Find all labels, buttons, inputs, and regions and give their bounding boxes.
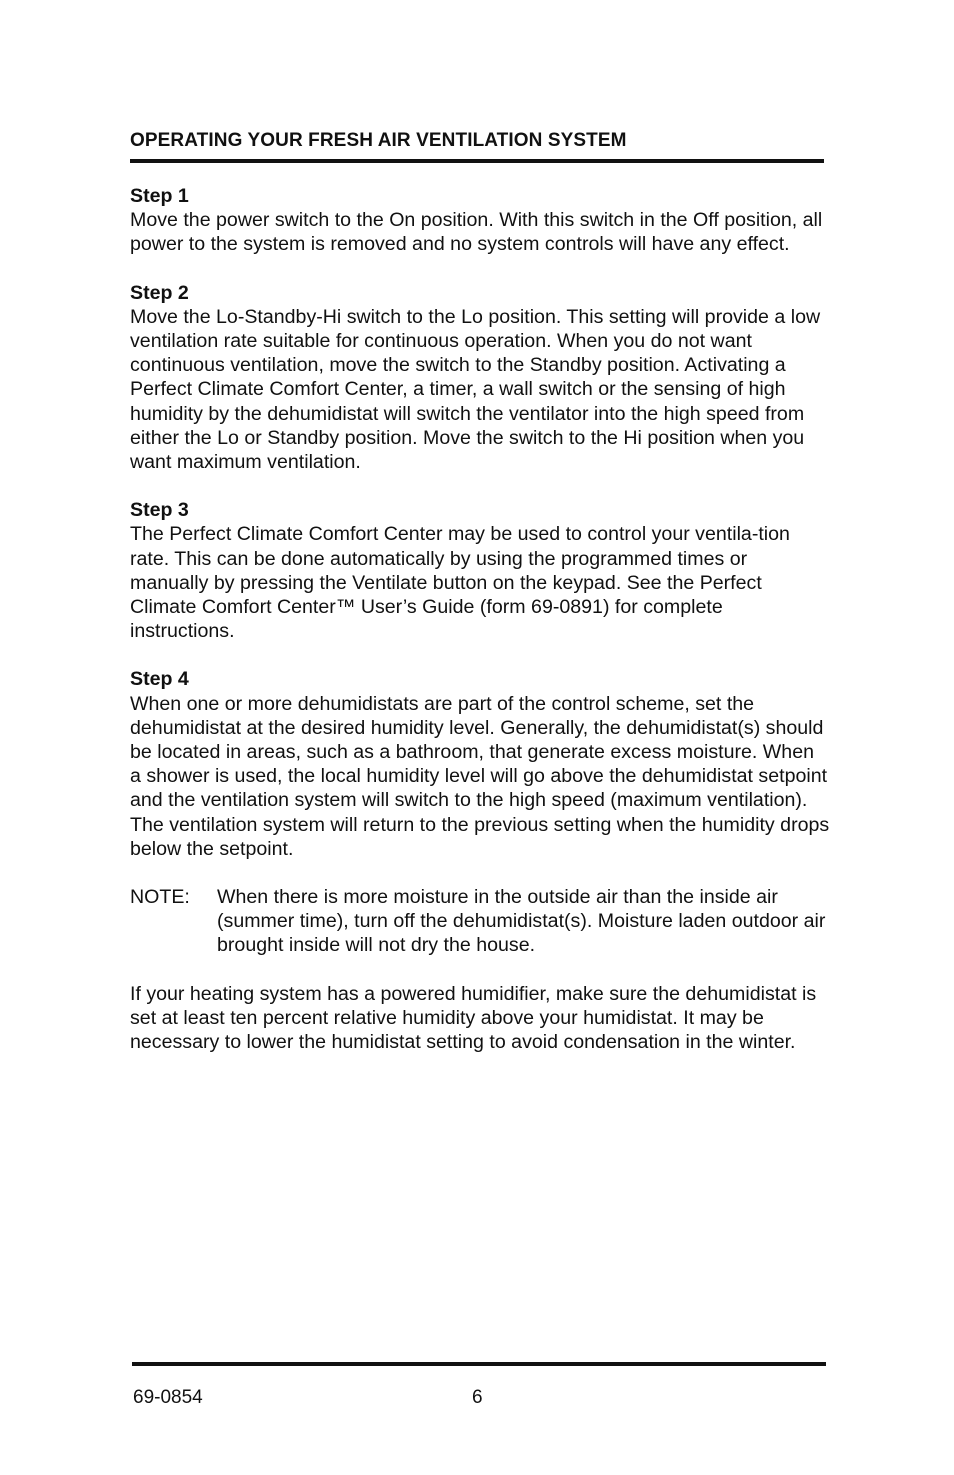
step-4-title: Step 4 bbox=[130, 668, 189, 691]
main-content bbox=[130, 184, 830, 1054]
step-1-title: Step 1 bbox=[130, 185, 189, 207]
step-3-text: The Perfect Climate Comfort Center may be used to control your ventila-tion rate. This can be done automatically by using the programmed times or manually by pressing the Ventilate button on the keypad. See the Perfect Climate Comfort Center™ User’s Guide (form 69-0891) for complete instructions. bbox=[130, 523, 790, 643]
step-2-section bbox=[130, 281, 830, 475]
step-1-section bbox=[130, 184, 830, 257]
document-number: 69-0854 bbox=[133, 1387, 203, 1408]
footer-divider bbox=[132, 1362, 826, 1366]
note-block bbox=[130, 885, 830, 958]
page-number: 6 bbox=[472, 1387, 483, 1408]
header-divider bbox=[130, 159, 824, 163]
note-label: NOTE: bbox=[130, 886, 190, 909]
closing-paragraph: If your heating system has a powered humidifier, make sure the dehumidistat is set at least ten percent relative humidity above your humidistat. It may be necessary to lower the humidistat setting to avoid condensation in the winter. bbox=[130, 982, 817, 1054]
page-title: OPERATING YOUR FRESH AIR VENTILATION SYSTEM bbox=[130, 130, 627, 151]
step-2-title: Step 2 bbox=[130, 281, 189, 304]
step-3-section bbox=[130, 498, 830, 643]
note-text: When there is more moisture in the outside air than the inside air (summer time), turn off the dehumidistat(s). Moisture laden outdoor air brought inside will not dry the house. bbox=[217, 886, 826, 957]
step-1-text: Move the power switch to the On position. With this switch in the Off position, all power to the system is removed and no system controls will have any effect. bbox=[130, 209, 823, 256]
step-3-title: Step 3 bbox=[130, 499, 189, 522]
step-4-text: When one or more dehumidistats are part of the control scheme, set the dehumidistat at the desired humidity level. Generally, the dehumidistat(s) should be located in areas, such as a bathroom, that generate excess moisture. When a shower is used, the local humidity level will go above the dehumidistat setpoint and the ventilation system will switch to the high speed (maximum ventilation). The ventilation system will return to the previous setting when the humidity drops below the setpoint. bbox=[130, 692, 830, 860]
step-4-section bbox=[130, 667, 830, 861]
step-2-text: Move the Lo-Standby-Hi switch to the Lo position. This setting will provide a low ventilation rate suitable for continuous operation. When you do not want continuous ventilation, move the switch to the Standby position. Activating a Perfect Climate Comfort Center, a timer, a wall switch or the sensing of high humidity by the dehumidistat will switch the ventilator into the high speed from either the Lo or Standby position. Move the switch to the Hi position when you want maximum ventilation. bbox=[130, 305, 821, 474]
